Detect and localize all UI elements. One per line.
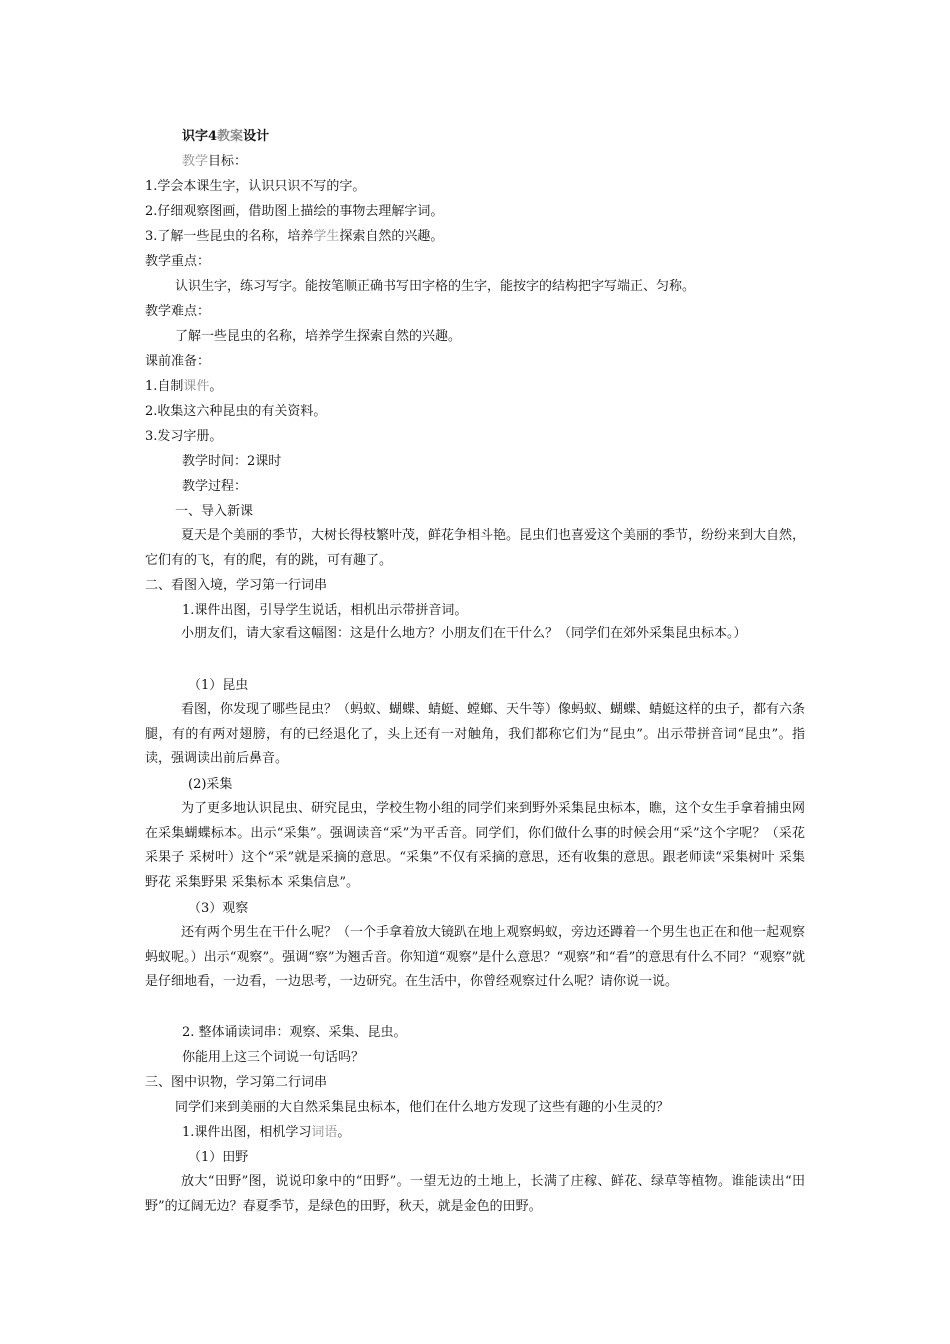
- section-3-heading: 三、图中识物，学习第二行词串: [145, 1075, 328, 1090]
- section-2-heading: 二、看图入境，学习第一行词串: [145, 578, 328, 593]
- paragraph-guancha: 还有两个男生在干什么呢？（一个手拿着放大镜趴在地上观察蚂蚁，旁边还蹲着一个男生也正在和他一起观察蚂蚁呢。）出示“观察”。强调“察”为翘舌音。你知道“观察”是什么意思？“观察”和“看”的意思有什么不同？“观察”就是仔细地看，一边看，一边思考，一边研究。在生活中，你曾经观察过什么呢？请你说一说。: [145, 925, 806, 990]
- goal-3: 3.了解一些昆虫的名称，培养学生探索自然的兴趣。: [145, 229, 444, 244]
- subheading-tianye: （1）田野: [188, 1150, 249, 1165]
- paragraph-tianye: 放大“田野”图，说说印象中的“田野”。一望无边的土地上，长满了庄稼、鲜花、绿草等植物。谁能读出“田野”的辽阔无边？春夏季节，是绿色的田野，秋天，就是金色的田野。: [145, 1174, 805, 1214]
- section-2-step-1: 1.课件出图，引导学生说话，相机出示带拼音词。: [182, 603, 468, 618]
- section-2-intro-paragraph: 小朋友们，请大家看这幅图：这是什么地方？小朋友们在干什么？（同学们在郊外采集昆虫标本。）: [181, 626, 747, 641]
- section-1-heading: 一、导入新课: [175, 504, 254, 519]
- goals-label: 教学目标：: [182, 154, 248, 169]
- section-1-paragraph: 夏天是个美丽的季节，大树长得枝繁叶茂，鲜花争相斗艳。昆虫们也喜爱这个美丽的季节，纷纷来到大自然，它们有的飞，有的爬，有的跳，可有趣了。: [145, 528, 806, 568]
- subheading-kunchong: （1）昆虫: [188, 678, 249, 693]
- paragraph-caiji: 为了更多地认识昆虫、研究昆虫，学校生物小组的同学们来到野外采集昆虫标本，瞧，这个女生手拿着捕虫网在采集蝴蝶标本。出示“采集”。强调读音“采”为平舌音。同学们，你们做什么事的时候会用“采”这个字呢？（采花采果子 采树叶）这个“采”就是采摘的意思。“采集”不仅有采摘的意思，还有收集的意思。跟老师读“采集树叶 采集野花 采集野果 采集标本 采集信息”。: [145, 801, 806, 890]
- prep-2: 2.收集这六种昆虫的有关资料。: [145, 404, 327, 419]
- prep-1: 1.自制课件。: [145, 379, 223, 394]
- difficulty-label: 教学难点：: [145, 304, 211, 319]
- subheading-caiji: (2)采集: [188, 777, 233, 792]
- section-3-step-1: 1.课件出图，相机学习词语。: [182, 1125, 351, 1140]
- difficulty-text: 了解一些昆虫的名称，培养学生探索自然的兴趣。: [175, 329, 462, 344]
- subheading-guancha: （3）观察: [188, 901, 249, 916]
- prep-label: 课前准备：: [145, 354, 211, 369]
- prep-3: 3.发习字册。: [145, 429, 223, 444]
- paragraph-kunchong: 看图，你发现了哪些昆虫？（蚂蚁、蝴蝶、蜻蜓、螳螂、天牛等）像蚂蚁、蝴蝶、蜻蜓这样的虫子，都有六条腿，有的有两对翅膀，有的已经退化了，头上还有一对触角，我们都称它们为“昆虫”。出示带拼音词“昆虫”。指读，强调读出前后鼻音。: [145, 702, 806, 767]
- key-points-text: 认识生字，练习写字。能按笔顺正确书写田字格的生字，能按字的结构把字写端正、匀称。: [175, 279, 696, 294]
- section-2-step-2: 2. 整体诵读词串：观察、采集、昆虫。: [182, 1025, 407, 1040]
- key-points-label: 教学重点：: [145, 254, 211, 269]
- teaching-process-label: 教学过程：: [182, 479, 248, 494]
- teaching-time: 教学时间：2课时: [182, 454, 282, 469]
- doc-title: 识字4教案设计: [182, 129, 270, 144]
- goal-1: 1.学会本课生字，认识只识不写的字。: [145, 179, 366, 194]
- goal-2: 2.仔细观察图画，借助图上描绘的事物去理解字词。: [145, 204, 444, 219]
- section-2-question: 你能用上这三个词说一句话吗？: [182, 1050, 365, 1065]
- section-3-intro: 同学们来到美丽的大自然采集昆虫标本，他们在什么地方发现了这些有趣的小生灵的？: [175, 1100, 670, 1115]
